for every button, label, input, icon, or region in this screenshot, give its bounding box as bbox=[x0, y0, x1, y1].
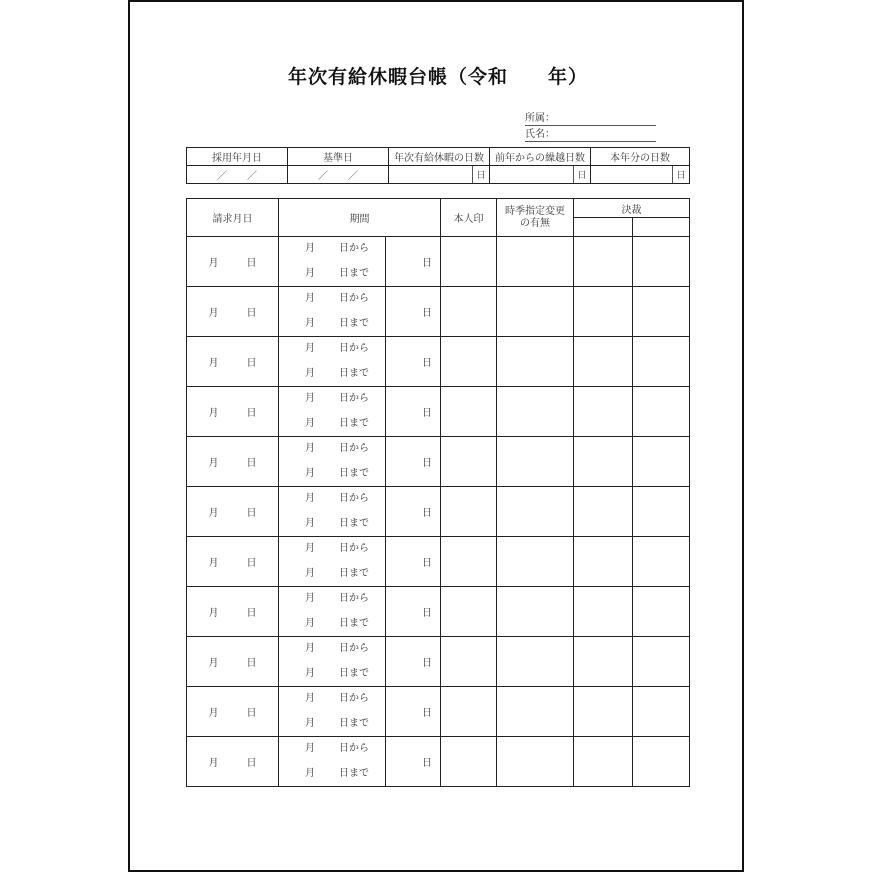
header-current-year-days: 本年分の日数 bbox=[591, 148, 690, 166]
request-day-label: 日 bbox=[246, 308, 257, 319]
days-cell[interactable] bbox=[386, 587, 441, 637]
header-hire-date: 採用年月日 bbox=[187, 148, 288, 166]
request-date-cell[interactable] bbox=[187, 687, 279, 737]
days-unit-label: 日 bbox=[422, 258, 432, 269]
request-month-label: 月 bbox=[208, 658, 219, 669]
request-day-label: 日 bbox=[246, 258, 257, 269]
hire-date-field[interactable]: ／ ／ bbox=[187, 166, 288, 184]
season-change-cell[interactable] bbox=[497, 587, 574, 637]
seal-cell[interactable] bbox=[441, 337, 497, 387]
current-year-days-unit: 日 bbox=[673, 166, 690, 184]
ledger-row bbox=[187, 337, 690, 387]
seal-cell[interactable] bbox=[441, 437, 497, 487]
from-month-label: 月 bbox=[305, 243, 315, 254]
approval-slot-1[interactable] bbox=[574, 487, 633, 537]
ledger-row bbox=[187, 637, 690, 687]
approval-slot-1[interactable] bbox=[574, 437, 633, 487]
request-day-label: 日 bbox=[246, 408, 257, 419]
summary-table bbox=[186, 147, 690, 184]
base-date-field[interactable]: ／ ／ bbox=[288, 166, 389, 184]
days-unit-label: 日 bbox=[422, 408, 432, 419]
request-month-label: 月 bbox=[208, 758, 219, 769]
carryover-days-field[interactable] bbox=[490, 166, 574, 184]
approval-slot-2[interactable] bbox=[633, 337, 690, 387]
period-cell[interactable] bbox=[279, 737, 386, 787]
approval-slot-2[interactable] bbox=[633, 287, 690, 337]
days-unit-label: 日 bbox=[422, 708, 432, 719]
period-cell[interactable] bbox=[279, 587, 386, 637]
days-cell[interactable] bbox=[386, 287, 441, 337]
from-day-label: 日から bbox=[339, 743, 369, 754]
to-day-label: 日まで bbox=[339, 467, 369, 479]
approval-slot-1[interactable] bbox=[574, 637, 633, 687]
season-change-cell[interactable] bbox=[497, 437, 574, 487]
request-month-label: 月 bbox=[208, 708, 219, 719]
approval-slot-1[interactable] bbox=[574, 537, 633, 587]
days-unit-label: 日 bbox=[422, 658, 432, 669]
to-day-label: 日まで bbox=[339, 717, 369, 729]
from-month-label: 月 bbox=[305, 543, 315, 554]
name-field[interactable] bbox=[525, 129, 656, 142]
seal-cell[interactable] bbox=[441, 737, 497, 787]
to-month-label: 月 bbox=[305, 267, 315, 279]
approval-slot-2[interactable] bbox=[633, 487, 690, 537]
period-cell[interactable] bbox=[279, 537, 386, 587]
seal-cell[interactable] bbox=[441, 687, 497, 737]
approval-slot-1-header bbox=[574, 218, 633, 237]
approval-slot-2[interactable] bbox=[633, 537, 690, 587]
to-day-label: 日まで bbox=[339, 317, 369, 329]
to-day-label: 日まで bbox=[339, 617, 369, 629]
seal-cell[interactable] bbox=[441, 587, 497, 637]
header-period: 期間 bbox=[279, 199, 441, 237]
request-day-label: 日 bbox=[246, 608, 257, 619]
ledger-row bbox=[187, 737, 690, 787]
days-unit-label: 日 bbox=[422, 758, 432, 769]
to-day-label: 日まで bbox=[339, 267, 369, 279]
approval-slot-2[interactable] bbox=[633, 687, 690, 737]
approval-slot-2[interactable] bbox=[633, 437, 690, 487]
request-date-cell[interactable] bbox=[187, 237, 279, 287]
request-day-label: 日 bbox=[246, 508, 257, 519]
to-day-label: 日まで bbox=[339, 767, 369, 779]
season-change-cell[interactable] bbox=[497, 487, 574, 537]
days-unit-label: 日 bbox=[422, 308, 432, 319]
days-cell[interactable] bbox=[386, 337, 441, 387]
from-day-label: 日から bbox=[339, 243, 369, 254]
request-day-label: 日 bbox=[246, 758, 257, 769]
seal-cell[interactable] bbox=[441, 537, 497, 587]
request-month-label: 月 bbox=[208, 308, 219, 319]
approval-slot-1[interactable] bbox=[574, 337, 633, 387]
request-day-label: 日 bbox=[246, 708, 257, 719]
approval-slot-1[interactable] bbox=[574, 237, 633, 287]
period-cell[interactable] bbox=[279, 487, 386, 537]
to-month-label: 月 bbox=[305, 717, 315, 729]
seal-cell[interactable] bbox=[441, 237, 497, 287]
days-cell[interactable] bbox=[386, 737, 441, 787]
header-carryover-days: 前年からの繰越日数 bbox=[490, 148, 591, 166]
days-unit-label: 日 bbox=[422, 558, 432, 569]
period-cell[interactable] bbox=[279, 387, 386, 437]
seal-cell[interactable] bbox=[441, 387, 497, 437]
approval-slot-1[interactable] bbox=[574, 587, 633, 637]
approval-slot-2[interactable] bbox=[633, 587, 690, 637]
period-cell[interactable] bbox=[279, 237, 386, 287]
from-day-label: 日から bbox=[339, 543, 369, 554]
to-day-label: 日まで bbox=[339, 517, 369, 529]
request-month-label: 月 bbox=[208, 408, 219, 419]
season-change-cell[interactable] bbox=[497, 287, 574, 337]
approval-slot-2[interactable] bbox=[633, 737, 690, 787]
approval-slot-1[interactable] bbox=[574, 287, 633, 337]
to-month-label: 月 bbox=[305, 417, 315, 429]
request-date-cell[interactable] bbox=[187, 587, 279, 637]
days-cell[interactable] bbox=[386, 537, 441, 587]
request-date-cell[interactable] bbox=[187, 487, 279, 537]
days-cell[interactable] bbox=[386, 387, 441, 437]
request-month-label: 月 bbox=[208, 558, 219, 569]
from-day-label: 日から bbox=[339, 693, 369, 704]
season-change-cell[interactable] bbox=[497, 687, 574, 737]
affiliation-field[interactable] bbox=[525, 113, 656, 126]
period-cell[interactable] bbox=[279, 287, 386, 337]
request-date-cell[interactable] bbox=[187, 387, 279, 437]
from-month-label: 月 bbox=[305, 393, 315, 404]
header-season-change: 時季指定変更の有無 bbox=[497, 199, 574, 237]
request-month-label: 月 bbox=[208, 508, 219, 519]
from-month-label: 月 bbox=[305, 493, 315, 504]
request-month-label: 月 bbox=[208, 258, 219, 269]
request-date-cell[interactable] bbox=[187, 637, 279, 687]
to-month-label: 月 bbox=[305, 567, 315, 579]
to-day-label: 日まで bbox=[339, 667, 369, 679]
request-month-label: 月 bbox=[208, 458, 219, 469]
request-date-cell[interactable] bbox=[187, 437, 279, 487]
request-day-label: 日 bbox=[246, 458, 257, 469]
annual-leave-days-unit: 日 bbox=[473, 166, 490, 184]
from-month-label: 月 bbox=[305, 293, 315, 304]
from-month-label: 月 bbox=[305, 343, 315, 354]
from-month-label: 月 bbox=[305, 643, 315, 654]
to-month-label: 月 bbox=[305, 367, 315, 379]
header-annual-leave-days: 年次有給休暇の日数 bbox=[389, 148, 490, 166]
request-day-label: 日 bbox=[246, 558, 257, 569]
approval-slot-2[interactable] bbox=[633, 637, 690, 687]
ledger-row bbox=[187, 587, 690, 637]
carryover-days-unit: 日 bbox=[574, 166, 591, 184]
period-cell[interactable] bbox=[279, 437, 386, 487]
approval-slot-2[interactable] bbox=[633, 387, 690, 437]
request-date-cell[interactable] bbox=[187, 737, 279, 787]
header-base-date: 基準日 bbox=[288, 148, 389, 166]
request-day-label: 日 bbox=[246, 658, 257, 669]
to-month-label: 月 bbox=[305, 667, 315, 679]
ledger-row bbox=[187, 687, 690, 737]
from-day-label: 日から bbox=[339, 443, 369, 454]
page-title: 年次有給休暇台帳（令和 年） bbox=[287, 66, 588, 88]
ledger-row bbox=[187, 487, 690, 537]
ledger-body bbox=[187, 237, 690, 787]
days-unit-label: 日 bbox=[422, 508, 432, 519]
ledger-row bbox=[187, 437, 690, 487]
ledger-row bbox=[187, 537, 690, 587]
days-cell[interactable] bbox=[386, 687, 441, 737]
approval-slot-1[interactable] bbox=[574, 687, 633, 737]
from-month-label: 月 bbox=[305, 743, 315, 754]
from-day-label: 日から bbox=[339, 643, 369, 654]
approval-slot-1[interactable] bbox=[574, 737, 633, 787]
from-month-label: 月 bbox=[305, 693, 315, 704]
request-month-label: 月 bbox=[208, 358, 219, 369]
season-change-cell[interactable] bbox=[497, 537, 574, 587]
to-month-label: 月 bbox=[305, 617, 315, 629]
request-date-cell[interactable] bbox=[187, 287, 279, 337]
period-cell[interactable] bbox=[279, 637, 386, 687]
season-change-cell[interactable] bbox=[497, 387, 574, 437]
season-change-cell[interactable] bbox=[497, 337, 574, 387]
header-request-date: 請求月日 bbox=[187, 199, 279, 237]
days-unit-label: 日 bbox=[422, 358, 432, 369]
from-month-label: 月 bbox=[305, 593, 315, 604]
request-date-cell[interactable] bbox=[187, 337, 279, 387]
from-day-label: 日から bbox=[339, 393, 369, 404]
days-unit-label: 日 bbox=[422, 608, 432, 619]
ledger-row bbox=[187, 287, 690, 337]
header-approval: 決裁 bbox=[574, 199, 690, 218]
to-month-label: 月 bbox=[305, 767, 315, 779]
seal-cell[interactable] bbox=[441, 287, 497, 337]
from-month-label: 月 bbox=[305, 443, 315, 454]
ledger-row bbox=[187, 387, 690, 437]
current-year-days-field[interactable] bbox=[591, 166, 673, 184]
season-change-cell[interactable] bbox=[497, 237, 574, 287]
days-cell[interactable] bbox=[386, 237, 441, 287]
leave-ledger-table bbox=[186, 198, 690, 787]
request-day-label: 日 bbox=[246, 358, 257, 369]
to-day-label: 日まで bbox=[339, 417, 369, 429]
request-month-label: 月 bbox=[208, 608, 219, 619]
to-day-label: 日まで bbox=[339, 567, 369, 579]
seal-cell[interactable] bbox=[441, 487, 497, 537]
days-cell[interactable] bbox=[386, 487, 441, 537]
to-day-label: 日まで bbox=[339, 367, 369, 379]
season-change-cell[interactable] bbox=[497, 737, 574, 787]
approval-slot-1[interactable] bbox=[574, 387, 633, 437]
to-month-label: 月 bbox=[305, 467, 315, 479]
to-month-label: 月 bbox=[305, 517, 315, 529]
annual-leave-days-field[interactable] bbox=[389, 166, 473, 184]
season-change-cell[interactable] bbox=[497, 637, 574, 687]
period-cell[interactable] bbox=[279, 687, 386, 737]
days-unit-label: 日 bbox=[422, 458, 432, 469]
approval-slot-2-header bbox=[633, 218, 690, 237]
from-day-label: 日から bbox=[339, 593, 369, 604]
approval-slot-2[interactable] bbox=[633, 237, 690, 287]
affiliation-label: 所属： bbox=[525, 113, 555, 124]
from-day-label: 日から bbox=[339, 293, 369, 304]
request-date-cell[interactable] bbox=[187, 537, 279, 587]
seal-cell[interactable] bbox=[441, 637, 497, 687]
days-cell[interactable] bbox=[386, 637, 441, 687]
header-seal: 本人印 bbox=[441, 199, 497, 237]
days-cell[interactable] bbox=[386, 437, 441, 487]
period-cell[interactable] bbox=[279, 337, 386, 387]
from-day-label: 日から bbox=[339, 493, 369, 504]
from-day-label: 日から bbox=[339, 343, 369, 354]
to-month-label: 月 bbox=[305, 317, 315, 329]
ledger-row bbox=[187, 237, 690, 287]
name-label: 氏名： bbox=[525, 129, 555, 140]
